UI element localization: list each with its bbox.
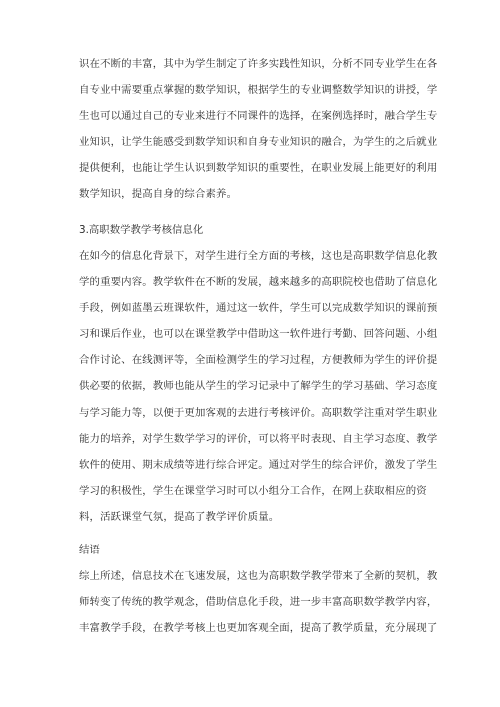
text-line: 综上所述，信息技术在飞速发展，这也为高职数学教学带来了全新的契机，教 bbox=[79, 570, 438, 582]
text-line: 能力的培养，对学生数学学习的评价，可以将平时表现、自主学习态度、教学 bbox=[79, 432, 438, 445]
text-line: 生也可以通过自己的专业来进行不同课件的选择，在案例选择时，融合学生专 bbox=[79, 110, 438, 123]
text-line: 学的重要内容。教学软件在不断的发展，越来越多的高职院校也借助了信息化 bbox=[79, 276, 438, 289]
text-line: 识在不断的丰富，其中为学生制定了许多实践性知识，分析不同专业学生在各 bbox=[79, 58, 438, 70]
text-line: 学习的积极性，学生在课堂学习时可以小组分工合作，在网上获取相应的资 bbox=[79, 484, 427, 497]
text-line: 业知识，让学生能感受到数学知识和自身专业知识的融合，为学生的之后就业 bbox=[79, 136, 438, 149]
text-line: 合作讨论、在线测评等，全面检测学生的学习过程，方便教师为学生的评价提 bbox=[79, 354, 438, 367]
text-line: 师转变了传统的教学观念，借助信息化手段，进一步丰富高职数学教学内容， bbox=[79, 596, 438, 609]
text-line: 提供便利，也能让学生认识到数学知识的重要性，在职业发展上能更好的利用 bbox=[79, 162, 438, 175]
text-line: 数学知识，提高自身的综合素养。 bbox=[79, 188, 238, 201]
text-line: 习和课后作业，也可以在课堂教学中借助这一软件进行考勤、回答问题、小组 bbox=[79, 328, 438, 341]
paragraph-curriculum bbox=[79, 51, 438, 208]
text-line: 供必要的依据，教师也能从学生的学习记录中了解学生的学习基础、学习态度 bbox=[79, 380, 438, 393]
text-line: 手段，例如蓝墨云班课软件，通过这一软件，学生可以完成数学知识的课前预 bbox=[79, 302, 438, 315]
text-line: 丰富教学手段，在教学考核上也更加客观全面，提高了教学质量，充分展现了 bbox=[79, 622, 438, 635]
paragraph-assessment bbox=[79, 243, 438, 530]
section-heading-conclusion: 结语 bbox=[79, 544, 100, 556]
section-heading-assessment: 3.高职数学教学考核信息化 bbox=[79, 224, 204, 236]
text-line: 与学习能力等，以便于更加客观的去进行考核评价。高职数学注重对学生职业 bbox=[79, 406, 438, 419]
text-line: 软件的使用、期末成绩等进行综合评定。通过对学生的综合评价，激发了学生 bbox=[79, 458, 438, 471]
text-line: 自专业中需要重点掌握的数学知识，根据学生的专业调整数学知识的讲授，学 bbox=[79, 84, 438, 97]
paragraph-conclusion bbox=[79, 563, 438, 641]
text-line: 料，活跃课堂气氛，提高了教学评价质量。 bbox=[79, 510, 280, 523]
text-line: 在如今的信息化背景下，对学生进行全方面的考核，这也是高职数学信息化教 bbox=[79, 250, 438, 262]
